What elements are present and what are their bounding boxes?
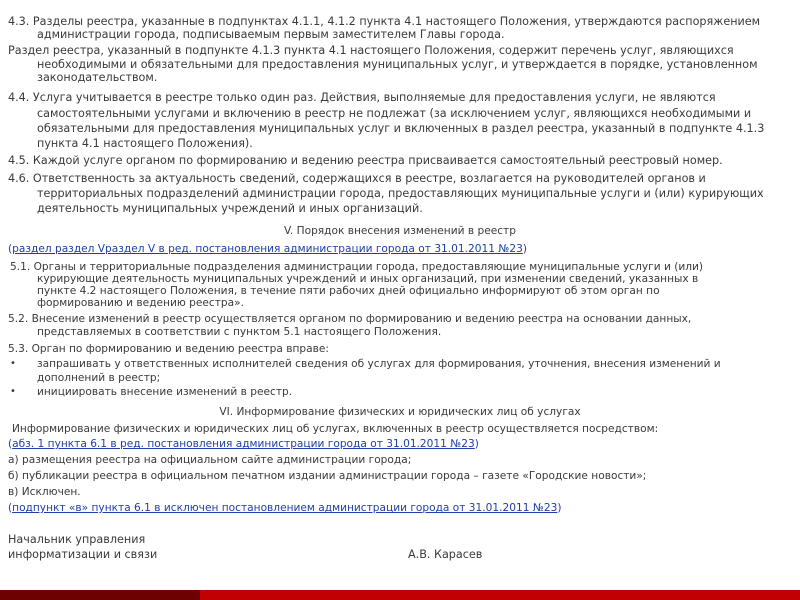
- paragraph-5-3: 5.3. Орган по формированию и ведению реестра вправе:: [8, 343, 329, 355]
- section-5-amendment-note: [8, 243, 527, 255]
- bullet-2-line-1: инициировать внесение изменений в реестр.: [37, 386, 293, 398]
- paragraph-5-1-line-4: формированию и ведению реестра».: [37, 297, 244, 309]
- signature-title-line-2: информатизации и связи: [8, 548, 158, 561]
- paragraph-5-2-line-1: 5.2. Внесение изменений в реестр осуществляется органом по формированию и ведению реестра на основании данных,: [8, 313, 692, 325]
- bottom-accent-bar-dark-segment: [0, 590, 200, 600]
- paragraph-4-6-line-1: 4.6. Ответственность за актуальность сведений, содержащихся в реестре, возлагается на руководителей органов и: [8, 172, 706, 185]
- section-6-amendment-link-2[interactable]: подпункт «в» пункта 6.1 в исключен постановлением администрации города от 31.01.2011 №23: [12, 502, 558, 514]
- paragraph-4-4-line-3: обязательными для предоставления муниципальных услуг и включенных в раздел реестра, указанный в подпункте 4.1.3: [37, 122, 765, 135]
- section-6-amendment-note-2: [8, 502, 561, 514]
- paragraph-4-5: 4.5. Каждой услуге органом по формированию и ведению реестра присваивается самостоятельный реестровый номер.: [8, 154, 723, 167]
- bullet-1-line-1: запрашивать у ответственных исполнителей сведения об услугах для формирования, уточнения, внесения изменений и: [37, 358, 721, 370]
- section-6-intro: Информирование физических и юридических лиц об услугах, включенных в реестр осуществляется посредством:: [12, 423, 659, 435]
- paragraph-4-3-line-2: администрации города, подписываемым первым заместителем Главы города.: [37, 28, 505, 41]
- bullet-1-line-2: дополнений в реестр;: [37, 372, 161, 384]
- paragraph-4-4-line-1: 4.4. Услуга учитывается в реестре только один раз. Действия, выполняемые для предоставления услуги, не являются: [8, 91, 716, 104]
- paragraph-4-6-line-2: территориальных подразделений администрации города, предоставляющих муниципальные услуги и (или) курирующих: [37, 187, 764, 200]
- section-5-heading: V. Порядок внесения изменений в реестр: [284, 225, 516, 237]
- bullet-marker: •: [10, 358, 16, 369]
- paragraph-4-6-line-3: деятельность муниципальных учреждений и иных организаций.: [37, 202, 423, 215]
- paragraph-5-1-line-1: 5.1. Органы и территориальные подразделения администрации города, предоставляющие муниципальные услуги и (или): [10, 261, 704, 273]
- note-open-paren: (: [8, 502, 13, 514]
- section-6-amendment-note-1: [8, 438, 479, 450]
- paragraph-razdel-line-1: Раздел реестра, указанный в подпункте 4.1.3 пункта 4.1 настоящего Положения, содержит перечень услуг, являющихся: [8, 44, 734, 57]
- item-a: а) размещения реестра на официальном сайте администрации города;: [8, 454, 412, 466]
- paragraph-4-4-line-2: самостоятельными услугами и включению в реестр не подлежат (за исключением услуг, являющихся необходимыми и: [37, 107, 752, 120]
- signature-title-line-1: Начальник управления: [8, 533, 146, 546]
- item-b: б) публикации реестра в официальном печатном издании администрации города – газете «Городские новости»;: [8, 470, 647, 482]
- bullet-marker: •: [10, 386, 16, 397]
- item-c: в) Исключен.: [8, 486, 81, 498]
- note-open-paren: (: [8, 438, 13, 450]
- note-open-paren: (: [8, 243, 13, 255]
- note-close-paren: ): [522, 243, 527, 255]
- signature-name: А.В. Карасев: [408, 548, 483, 561]
- paragraph-5-2-line-2: представляемых в соответствии с пунктом 5.1 настоящего Положения.: [37, 326, 442, 338]
- paragraph-razdel-line-2: необходимыми и обязательными для предоставления муниципальных услуг, и утверждается в порядке, установленном: [37, 58, 758, 71]
- note-close-paren: ): [557, 502, 562, 514]
- paragraph-5-1-line-2: курирующие деятельность муниципальных учреждений и иных организаций, при изменении сведений, указанных в: [37, 273, 699, 285]
- paragraph-razdel-line-3: законодательством.: [37, 71, 158, 84]
- section-6-amendment-link-1[interactable]: абз. 1 пункта 6.1 в ред. постановления администрации города от 31.01.2011 №23: [12, 438, 475, 450]
- paragraph-4-3-line-1: 4.3. Разделы реестра, указанные в подпунктах 4.1.1, 4.1.2 пункта 4.1 настоящего Положения, утверждаются распоряжением: [8, 15, 761, 28]
- note-close-paren: ): [474, 438, 479, 450]
- section-6-heading: VI. Информирование физических и юридических лиц об услугах: [219, 406, 581, 418]
- paragraph-5-1-line-3: пункте 4.2 настоящего Положения, в течение пяти рабочих дней официально информируют об этом орган по: [37, 285, 660, 297]
- section-5-amendment-link[interactable]: раздел раздел Vраздел V в ред. постановления администрации города от 31.01.2011 №23: [12, 243, 523, 255]
- paragraph-4-4-line-4: пункта 4.1 настоящего Положения).: [37, 137, 253, 150]
